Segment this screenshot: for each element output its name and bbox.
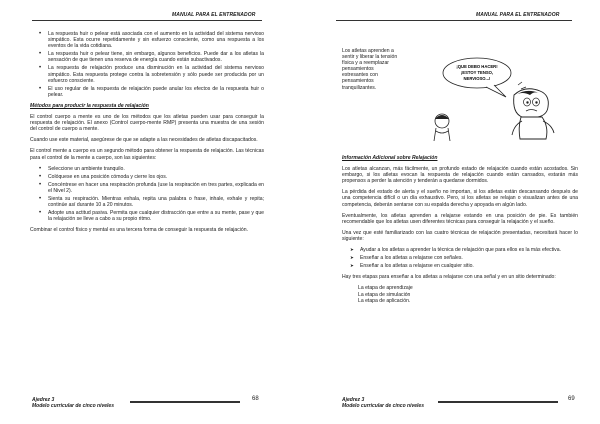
list-item: La etapa de aplicación. <box>358 297 411 304</box>
intro-text <box>342 48 414 91</box>
page-number: 69 <box>568 396 575 402</box>
page-number: 68 <box>252 396 259 402</box>
speech-bubble-tail <box>486 85 506 97</box>
paragraph: El control mente a cuerpo es un segundo método para obtener la respuesta de relajación. Las técnicas para el control de la mente a cuerpo, son las siguientes: <box>30 148 264 161</box>
footer-line1: Ajedrez 3 <box>342 397 365 403</box>
list-item: La etapa de aprendizaje <box>358 285 413 292</box>
list-item: • Sienta su respiración. Mientras exhala, repita una palabra o frase, inhale, exhale y repita; continúe así durante 10 a 20 minutos. <box>48 196 264 208</box>
section-heading: Métodos para producir la respuesta de relajación <box>30 102 149 109</box>
paragraph: Combinar el control físico y mental es una tercera forma de conseguir la respuesta de relajación. <box>30 227 249 234</box>
paragraph: Cuando use este material, asegúrese de que se adapte a las necesidades de atletas discapacitados. <box>30 137 258 144</box>
cartoon-tense-athlete-illustration <box>422 55 564 143</box>
list-item: La etapa de simulación <box>358 291 411 298</box>
footer-text <box>342 397 424 409</box>
list-item: • Concéntrese en hacer una respiración profunda (use la respiración en tres partes, explicada en el Nivel 2). <box>48 182 264 194</box>
footer-line2: Modelo curricular de cinco niveles <box>342 403 424 409</box>
cartoon-character <box>512 89 554 139</box>
bullet-list-responses <box>30 31 264 98</box>
arrow-list <box>342 247 578 269</box>
list-item: • La respuesta huir o pelear está asociada con el aumento en la actividad del sistema nervioso simpático. Esta ocurre repetidamente y sin esfuerzo consciente, como una respuesta a los eventos de la vida cotidiana. <box>48 31 264 49</box>
header-rule <box>336 20 572 21</box>
left-page-body <box>30 31 264 238</box>
bubble-line-1: ¡QUE DEBO HACER! <box>456 64 498 69</box>
list-item: • El uso regular de la respuesta de relajación puede anular los efectos de la respuesta huir o pelear. <box>48 86 264 98</box>
intro-line: sentir y liberar la tensión <box>342 54 398 61</box>
bubble-line-3: NERVIOSO...! <box>463 76 491 81</box>
intro-line: tranquilizantes. <box>342 84 377 91</box>
intro-line: pensamientos <box>342 78 374 85</box>
header-rule <box>32 20 262 21</box>
bullet-list-steps <box>30 166 264 223</box>
intro-line: física y a reemplazar <box>342 60 389 67</box>
paragraph: La pérdida del estado de alerta y el sueño no importan, si los atletas están descansando después de una competencia difícil o un día exhaustivo. Pero, si los atletas se relajan o visualizan antes de una competencia, deberán sentarse con su espalda derecha y apoyada en algún lado. <box>342 189 578 208</box>
list-item: • Colóquese en una posición cómoda y cierre los ojos. <box>48 174 264 180</box>
footer-rule <box>438 401 558 403</box>
paragraph: Los atletas alcanzan, más fácilmente, un profundo estado de relajación cuando están acostados. Sin embargo, si los atletas evocan la respuesta de relajación cuando están cansados, estarán más propensos a perder la atención y tenderán a quedarse dormidos. <box>342 166 578 185</box>
bubble-line-2: ¡ESTOY TENSO, <box>460 70 494 75</box>
footer-rule <box>130 401 240 403</box>
paragraph: Eventualmente, los atletas aprenden a relajarse estando en una posición de pie. Es también recomendable que los atletas usen diferentes técnicas para conseguir la relajación y el sueño. <box>342 212 578 225</box>
paragraph: Una vez que esté familiarizado con las cuatro técnicas de relajación presentadas, necesitará hacer lo siguiente: <box>342 229 578 242</box>
list-item: • Adopte una actitud pasiva. Permita que cualquier distracción que entre a su mente, pase y que la relajación se lleve a cabo a su propio ritmo. <box>48 210 264 222</box>
small-figure <box>434 114 450 141</box>
page-header-title: MANUAL PARA EL ENTRENADOR <box>476 12 560 18</box>
footer-line1: Ajedrez 3 <box>32 397 55 403</box>
intro-line: estresantes con <box>342 72 378 79</box>
right-page-body <box>342 155 578 309</box>
list-item: • Seleccione un ambiente tranquilo. <box>48 166 264 172</box>
list-item: • La respuesta huir o pelear tiene, sin embargo, algunos beneficios. Puede dar a los atletas la sensación de que tienen una reserva de energía cuando están subactivados. <box>48 51 264 63</box>
intro-line: Los atletas aprenden a <box>342 48 394 54</box>
list-item: ➤ Ayudar a los atletas a aprender la técnica de relajación que para ellos es la más efectiva. <box>360 247 578 253</box>
stages-list <box>342 285 578 303</box>
paragraph: El control cuerpo a mente es uno de los métodos que los atletas pueden usar para conseguir la respuesta de relajación. El anexo (Control cuerpo-mente RMP) presenta una muestra de una sesión del control de cuerpo a mente. <box>30 114 264 133</box>
intro-line: pensamientos <box>342 66 374 73</box>
list-item: • La respuesta de relajación produce una disminución en la actividad del sistema nervioso simpático. Esta respuesta protege contra la sobretensión y sólo puede ser producida por un esfuerzo consciente. <box>48 65 264 83</box>
footer-text <box>32 397 114 409</box>
footer-line2: Modelo curricular de cinco niveles <box>32 403 114 409</box>
list-item: ➤ Enseñar a los atletas a relajarse con señales. <box>360 255 578 261</box>
list-item: ➤ Enseñar a los atletas a relajarse en cualquier sitio. <box>360 263 578 269</box>
page-header-title: MANUAL PARA EL ENTRENADOR <box>172 12 256 18</box>
section-heading: Información Adicional sobre Relajación <box>342 155 438 161</box>
paragraph: Hay tres etapas para enseñar a los atletas a relajarse con una señal y en un sitio determinado: <box>342 274 556 281</box>
